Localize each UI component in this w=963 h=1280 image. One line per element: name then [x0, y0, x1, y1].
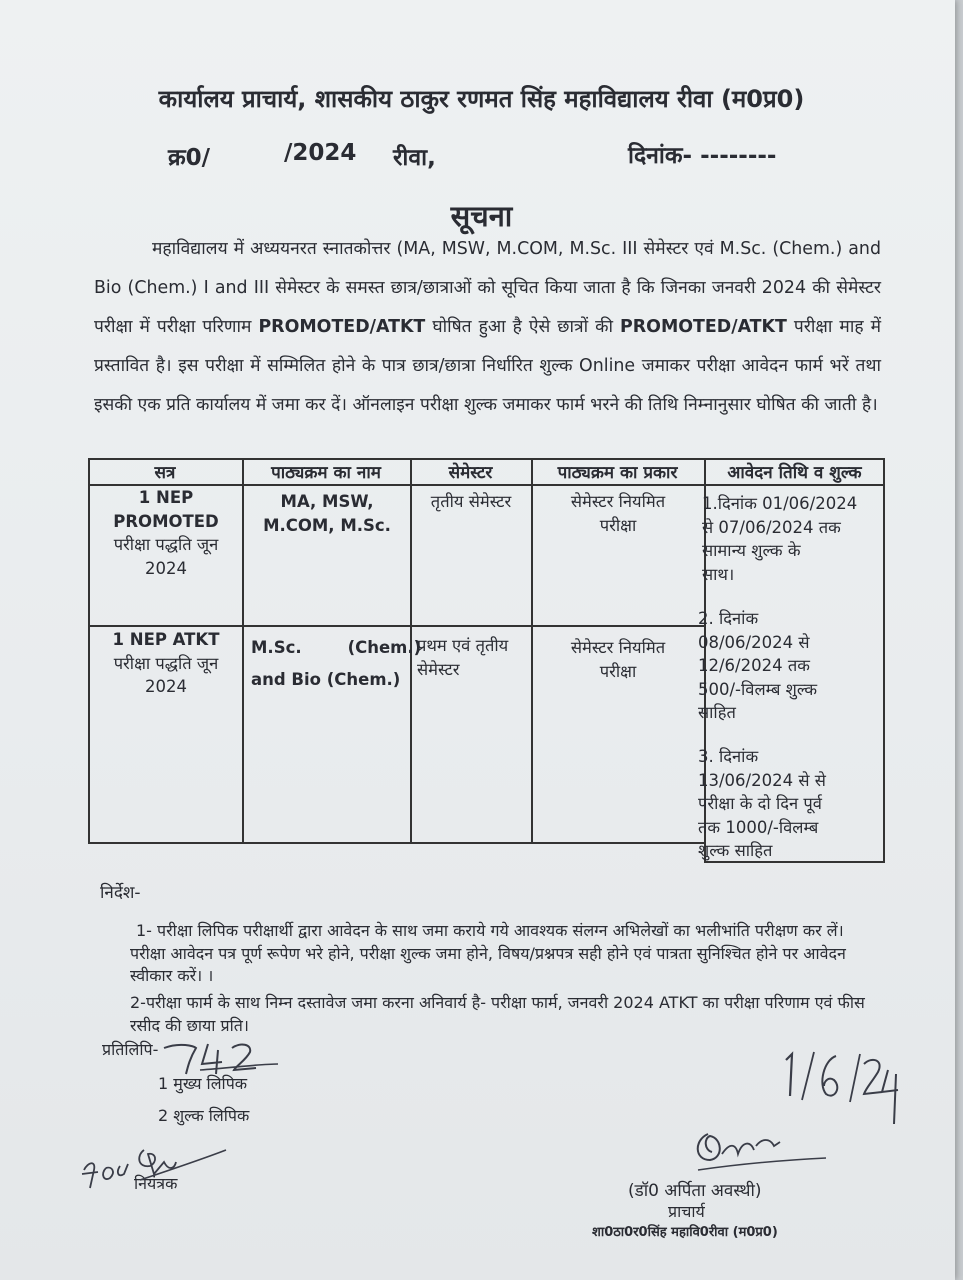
reference-date: दिनांक- --------: [628, 143, 777, 169]
body-part-1: महाविद्यालय में अध्ययनरत स्नातकोत्तर (MA, MSW, M.COM, M.Sc. III सेमेस्टर एवं M.Sc. (Chem.) and Bio (Chem.) I and III सेमेस्टर के समस्त छात्र/छात्राओं को सूचित किया जाता है कि जिनका जनवरी 2024 की सेमेस्टर परीक्षा में परीक्षा परिणाम: [94, 239, 881, 337]
notice-title: सूचना: [450, 199, 513, 233]
body-bold-1: PROMOTED/ATKT: [258, 317, 426, 337]
reference-number: क्र0/: [168, 145, 211, 171]
fee-line: शुल्क साहित: [698, 841, 773, 860]
type-line: सेमेस्टर नियमित: [570, 638, 666, 657]
college-seal-text: शा0ठा0र0सिंह महावि0रीवा (म0प्र0): [592, 1225, 778, 1240]
copy-recipient-1: 1 मुख्य लिपिक: [158, 1074, 248, 1093]
principal-name: (डॉ0 अर्पिता अवस्थी): [628, 1181, 762, 1201]
session-line: 1 NEP ATKT: [112, 630, 220, 649]
fee-line: 08/06/2024 से: [698, 632, 810, 652]
table-row-1-course: [246, 490, 408, 537]
fee-line: 12/6/2024 तक: [698, 656, 810, 675]
fee-line: 13/06/2024 से से: [698, 770, 826, 790]
body-part-3: परीक्षा माह में प्रस्तावित है। इस परीक्षा में सम्मिलित होने के पात्र छात्र/छात्रा निर्धारित शुल्क Online जमाकर परीक्षा आवेदन फार्म भरें तथा इसकी एक प्रति कार्यालय में जमा कर दें। ऑनलाइन परीक्षा शुल्क जमाकर फार्म भरने की तिथि निम्नानुसार घोषित की जाती है।: [94, 317, 881, 415]
table-row-2-type: [534, 636, 702, 683]
fee-line: सामान्य शुल्क के: [702, 541, 801, 560]
fee-line: साहित: [698, 703, 736, 722]
fee-line: साथ।: [702, 564, 735, 584]
reference-year: /2024: [284, 140, 357, 166]
copy-recipient-2: 2 शुल्क लिपिक: [158, 1106, 250, 1125]
session-line: 1 NEP: [138, 488, 194, 507]
reference-city: रीवा,: [393, 145, 436, 171]
session-line: PROMOTED: [113, 511, 219, 531]
schedule-table: [88, 458, 885, 863]
table-row-1-type: [534, 490, 702, 537]
type-line: परीक्षा: [599, 515, 637, 535]
course-line: M.COM, M.Sc.: [263, 515, 391, 535]
notice-body: [94, 230, 881, 425]
session-line: 2024: [145, 558, 187, 578]
table-row-1-session: [92, 486, 240, 580]
instruction-2: 2-परीक्षा फार्म के साथ निम्न दस्तावेज जमा करना अनिवार्य है- परीक्षा फार्म, जनवरी 2024 ATKT का परीक्षा परिणाम एवं फीस रसीद की छाया प्रति।: [130, 993, 865, 1035]
principal-signature: [690, 1124, 830, 1174]
table-row-1-semester: तृतीय सेमेस्टर: [430, 492, 512, 511]
fee-slot-2: [698, 607, 882, 725]
fee-line: 2. दिनांक: [698, 609, 759, 628]
fee-line: परीक्षा के दो दिन पूर्व: [698, 794, 822, 813]
type-line: सेमेस्टर नियमित: [570, 492, 666, 511]
header-dates-fees: आवेदन तिथि व शुल्क: [727, 463, 862, 483]
fee-line: से 07/06/2024 तक: [702, 517, 841, 537]
course-line: and Bio (Chem.): [251, 670, 401, 689]
principal-designation: प्राचार्य: [668, 1202, 705, 1221]
type-line: परीक्षा: [599, 661, 637, 681]
course-line: M.Sc. (Chem.): [251, 638, 422, 657]
header-course-name: पाठ्यक्रम का नाम: [271, 463, 381, 483]
header-course-type: पाठ्यक्रम का प्रकार: [557, 463, 678, 483]
table-row-2-semester: [417, 634, 529, 681]
handwritten-date: [776, 1040, 906, 1130]
fee-line: 1.दिनांक 01/06/2024: [702, 494, 858, 513]
header-semester: सेमेस्टर: [448, 463, 493, 483]
session-line: 2024: [145, 677, 187, 696]
body-bold-2: PROMOTED/ATKT: [620, 317, 787, 337]
body-part-2: घोषित हुआ है ऐसे छात्रों की: [432, 317, 613, 337]
copy-to-label: प्रतिलिपि-: [102, 1040, 159, 1059]
session-line: परीक्षा पद्धति जून: [113, 653, 219, 673]
instruction-1: 1- परीक्षा लिपिक परीक्षार्थी द्वारा आवेदन के साथ जमा कराये गये आवश्यक संलग्न अभिलेखों का भलीभांति परीक्षण कर लें। परीक्षा आवेदन पत्र पूर्ण रूपेण भरे होने, परीक्षा शुल्क जमा होने, विषय/प्रश्नपत्र सही होने एवं पात्रता सुनिश्चित होने पर आवेदन स्वीकार करें। ।: [130, 921, 846, 985]
fee-line: तक 1000/-विलम्ब: [698, 817, 819, 837]
fee-slot-3: [698, 745, 882, 863]
semester-line: सेमेस्टर: [417, 659, 460, 679]
header-session: सत्र: [154, 463, 176, 483]
instructions-label: निर्देश-: [100, 883, 141, 903]
fee-line: 500/-विलम्ब शुल्क: [698, 679, 818, 699]
course-line: MA, MSW,: [280, 492, 374, 511]
office-heading: कार्यालय प्राचार्य, शासकीय ठाकुर रणमत सिंह महाविद्यालय रीवा (म0प्र0): [158, 85, 805, 113]
fee-line: 3. दिनांक: [698, 747, 759, 766]
fee-slot-1: [702, 492, 882, 586]
handwritten-dispatch-number: [160, 1034, 290, 1078]
handwritten-initials: [80, 1140, 230, 1196]
semester-line: प्रथम एवं तृतीय: [417, 636, 509, 655]
table-row-2-session: [92, 628, 240, 699]
session-line: परीक्षा पद्धति जून: [113, 535, 219, 554]
controller-label: नियंत्रक: [134, 1174, 178, 1193]
table-row-2-course: [251, 632, 422, 696]
